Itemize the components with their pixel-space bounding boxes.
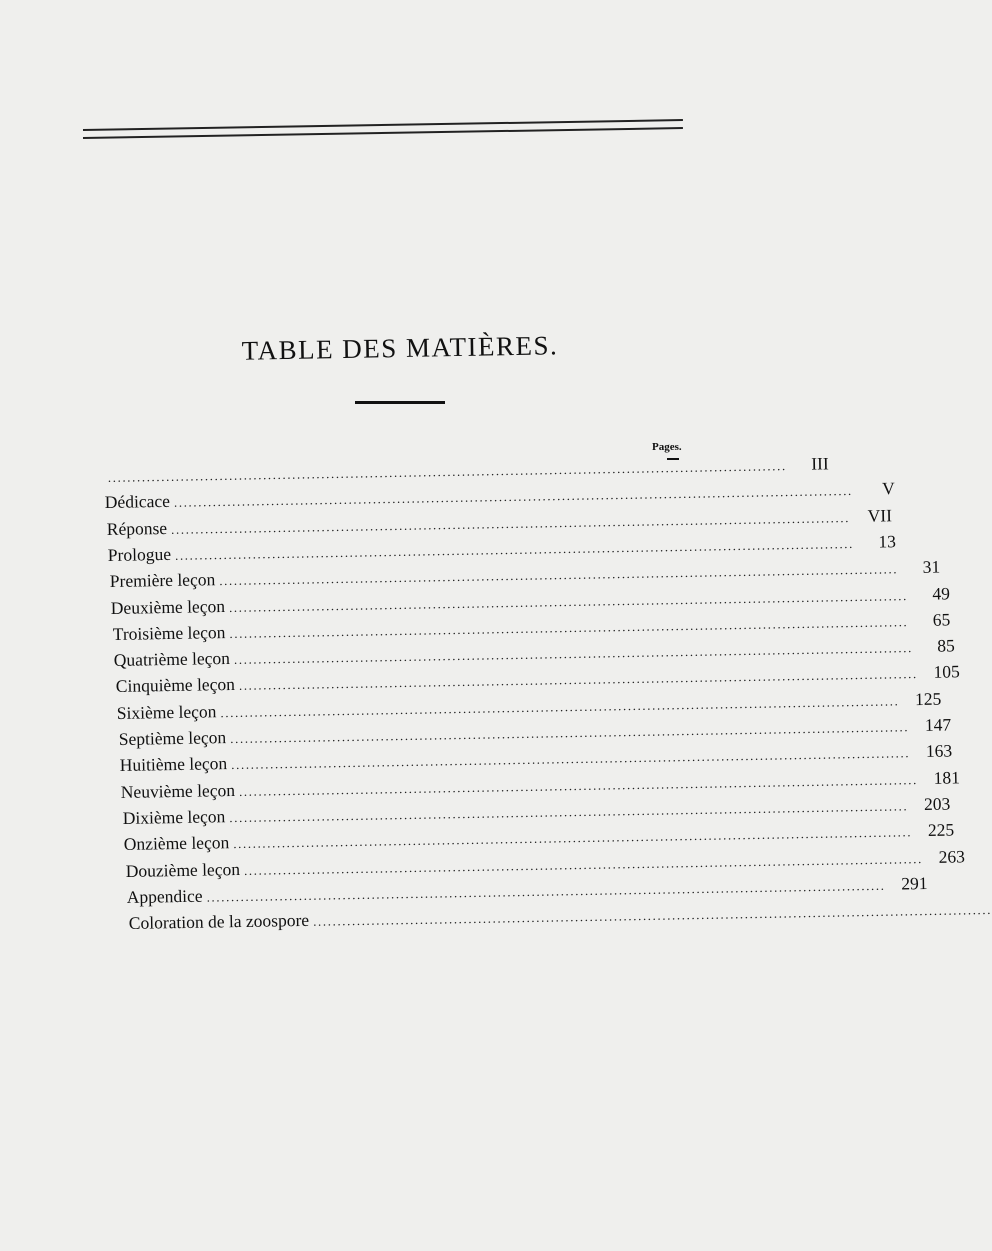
toc-entry-label: Réponse [106, 517, 168, 539]
toc-dot-leader: ............................................................................................................................................ [228, 613, 909, 641]
toc-entry-label: Huitième leçon [119, 753, 228, 776]
toc-entry-page-number: 13 [878, 531, 897, 552]
toc-entry [119, 740, 953, 776]
toc-entry [121, 766, 961, 802]
toc-dot-leader: ............................................................................................................................................ [220, 693, 900, 720]
toc-entry-page-number: III [811, 453, 829, 474]
toc-entry-page-number: 31 [922, 556, 941, 577]
page-title: TABLE DES MATIÈRES. [241, 330, 559, 366]
toc-entry [110, 582, 951, 618]
toc-entry-page-number: 49 [932, 582, 951, 604]
toc-dot-leader: ............................................................................................................................................ [229, 719, 909, 747]
toc-entry-page-number: 125 [914, 688, 942, 709]
toc-entry-page-number: 291 [901, 872, 928, 894]
toc-entry-label: Première leçon [109, 569, 216, 592]
toc-dot-leader: ............................................................................................................................................ [239, 771, 919, 799]
toc-entry-page-number: 263 [938, 845, 965, 867]
toc-entry-page-number: 147 [924, 714, 951, 735]
toc-entry-page-number: 203 [923, 793, 951, 814]
toc-entry [123, 819, 955, 855]
toc-dot-leader: ............................................................................................................................................ [238, 666, 918, 694]
toc-entry [126, 872, 928, 907]
toc-entry [109, 556, 941, 592]
toc-entry-label: Septième leçon [118, 727, 226, 750]
toc-dot-leader: ............................................................................................................................................ [174, 483, 854, 511]
toc-entry-label: Cinquième leçon [115, 674, 235, 697]
toc-dot-leader: ............................................................................................................................................ [107, 458, 787, 485]
toc-entry-page-number: 225 [927, 819, 955, 841]
toc-dot-leader: ............................................................................................................................................ [233, 640, 914, 667]
toc-dot-leader: ............................................................................................................................................ [312, 902, 992, 929]
toc-entry-page-number: V [882, 478, 896, 499]
toc-dot-leader: ............................................................................................................................................ [229, 798, 909, 826]
toc-dot-leader: ............................................................................................................................................ [231, 745, 911, 773]
toc-entry-label: Appendice [126, 885, 203, 907]
toc-entry-page-number: 105 [932, 661, 960, 683]
toc-entry-label: Coloration de la zoospore [128, 909, 309, 934]
toc-entry-page-number: 85 [937, 635, 956, 656]
toc-entry-label: Dédicace [105, 491, 171, 513]
toc-entry-label: Dixième leçon [122, 806, 226, 828]
toc-dot-leader: ............................................................................................................................................ [218, 561, 899, 589]
toc-entry-label: Troisième leçon [112, 621, 226, 644]
toc-entry-label: Quatrième leçon [113, 648, 231, 671]
toc-entry [116, 688, 942, 723]
toc-entry [122, 793, 951, 829]
toc-entry-page-number: 181 [933, 766, 961, 788]
toc-dot-leader: ............................................................................................................................................ [170, 509, 851, 537]
toc-entry [106, 504, 893, 539]
toc-dot-leader: ............................................................................................................................................ [233, 824, 913, 852]
toc-entry-label: Onzième leçon [123, 832, 230, 855]
toc-entry-label: Deuxième leçon [110, 595, 226, 618]
toc-entry [115, 661, 960, 697]
toc-entry [107, 531, 897, 566]
toc-entry-label: Neuvième leçon [121, 779, 236, 802]
toc-dot-leader: ............................................................................................................................................ [229, 587, 909, 615]
toc-entry-label: Douzième leçon [125, 858, 240, 881]
toc-entry-label: Sixième leçon [116, 700, 217, 723]
toc-dot-leader: ............................................................................................................................................ [243, 850, 923, 878]
toc-entry [105, 478, 896, 513]
toc-dot-leader: ............................................................................................................................................ [175, 535, 855, 563]
toc-entry-page-number: 163 [925, 740, 953, 762]
pages-column-header: Pages. [652, 441, 682, 453]
toc-entry [128, 902, 992, 934]
toc-entry-page-number: 65 [932, 609, 951, 630]
toc-entry [112, 609, 951, 644]
toc-entry-label: Prologue [107, 543, 172, 565]
toc-entry [125, 845, 965, 881]
toc-dot-leader: ............................................................................................................................................ [206, 877, 886, 905]
toc-entry-page-number: VII [867, 504, 893, 526]
